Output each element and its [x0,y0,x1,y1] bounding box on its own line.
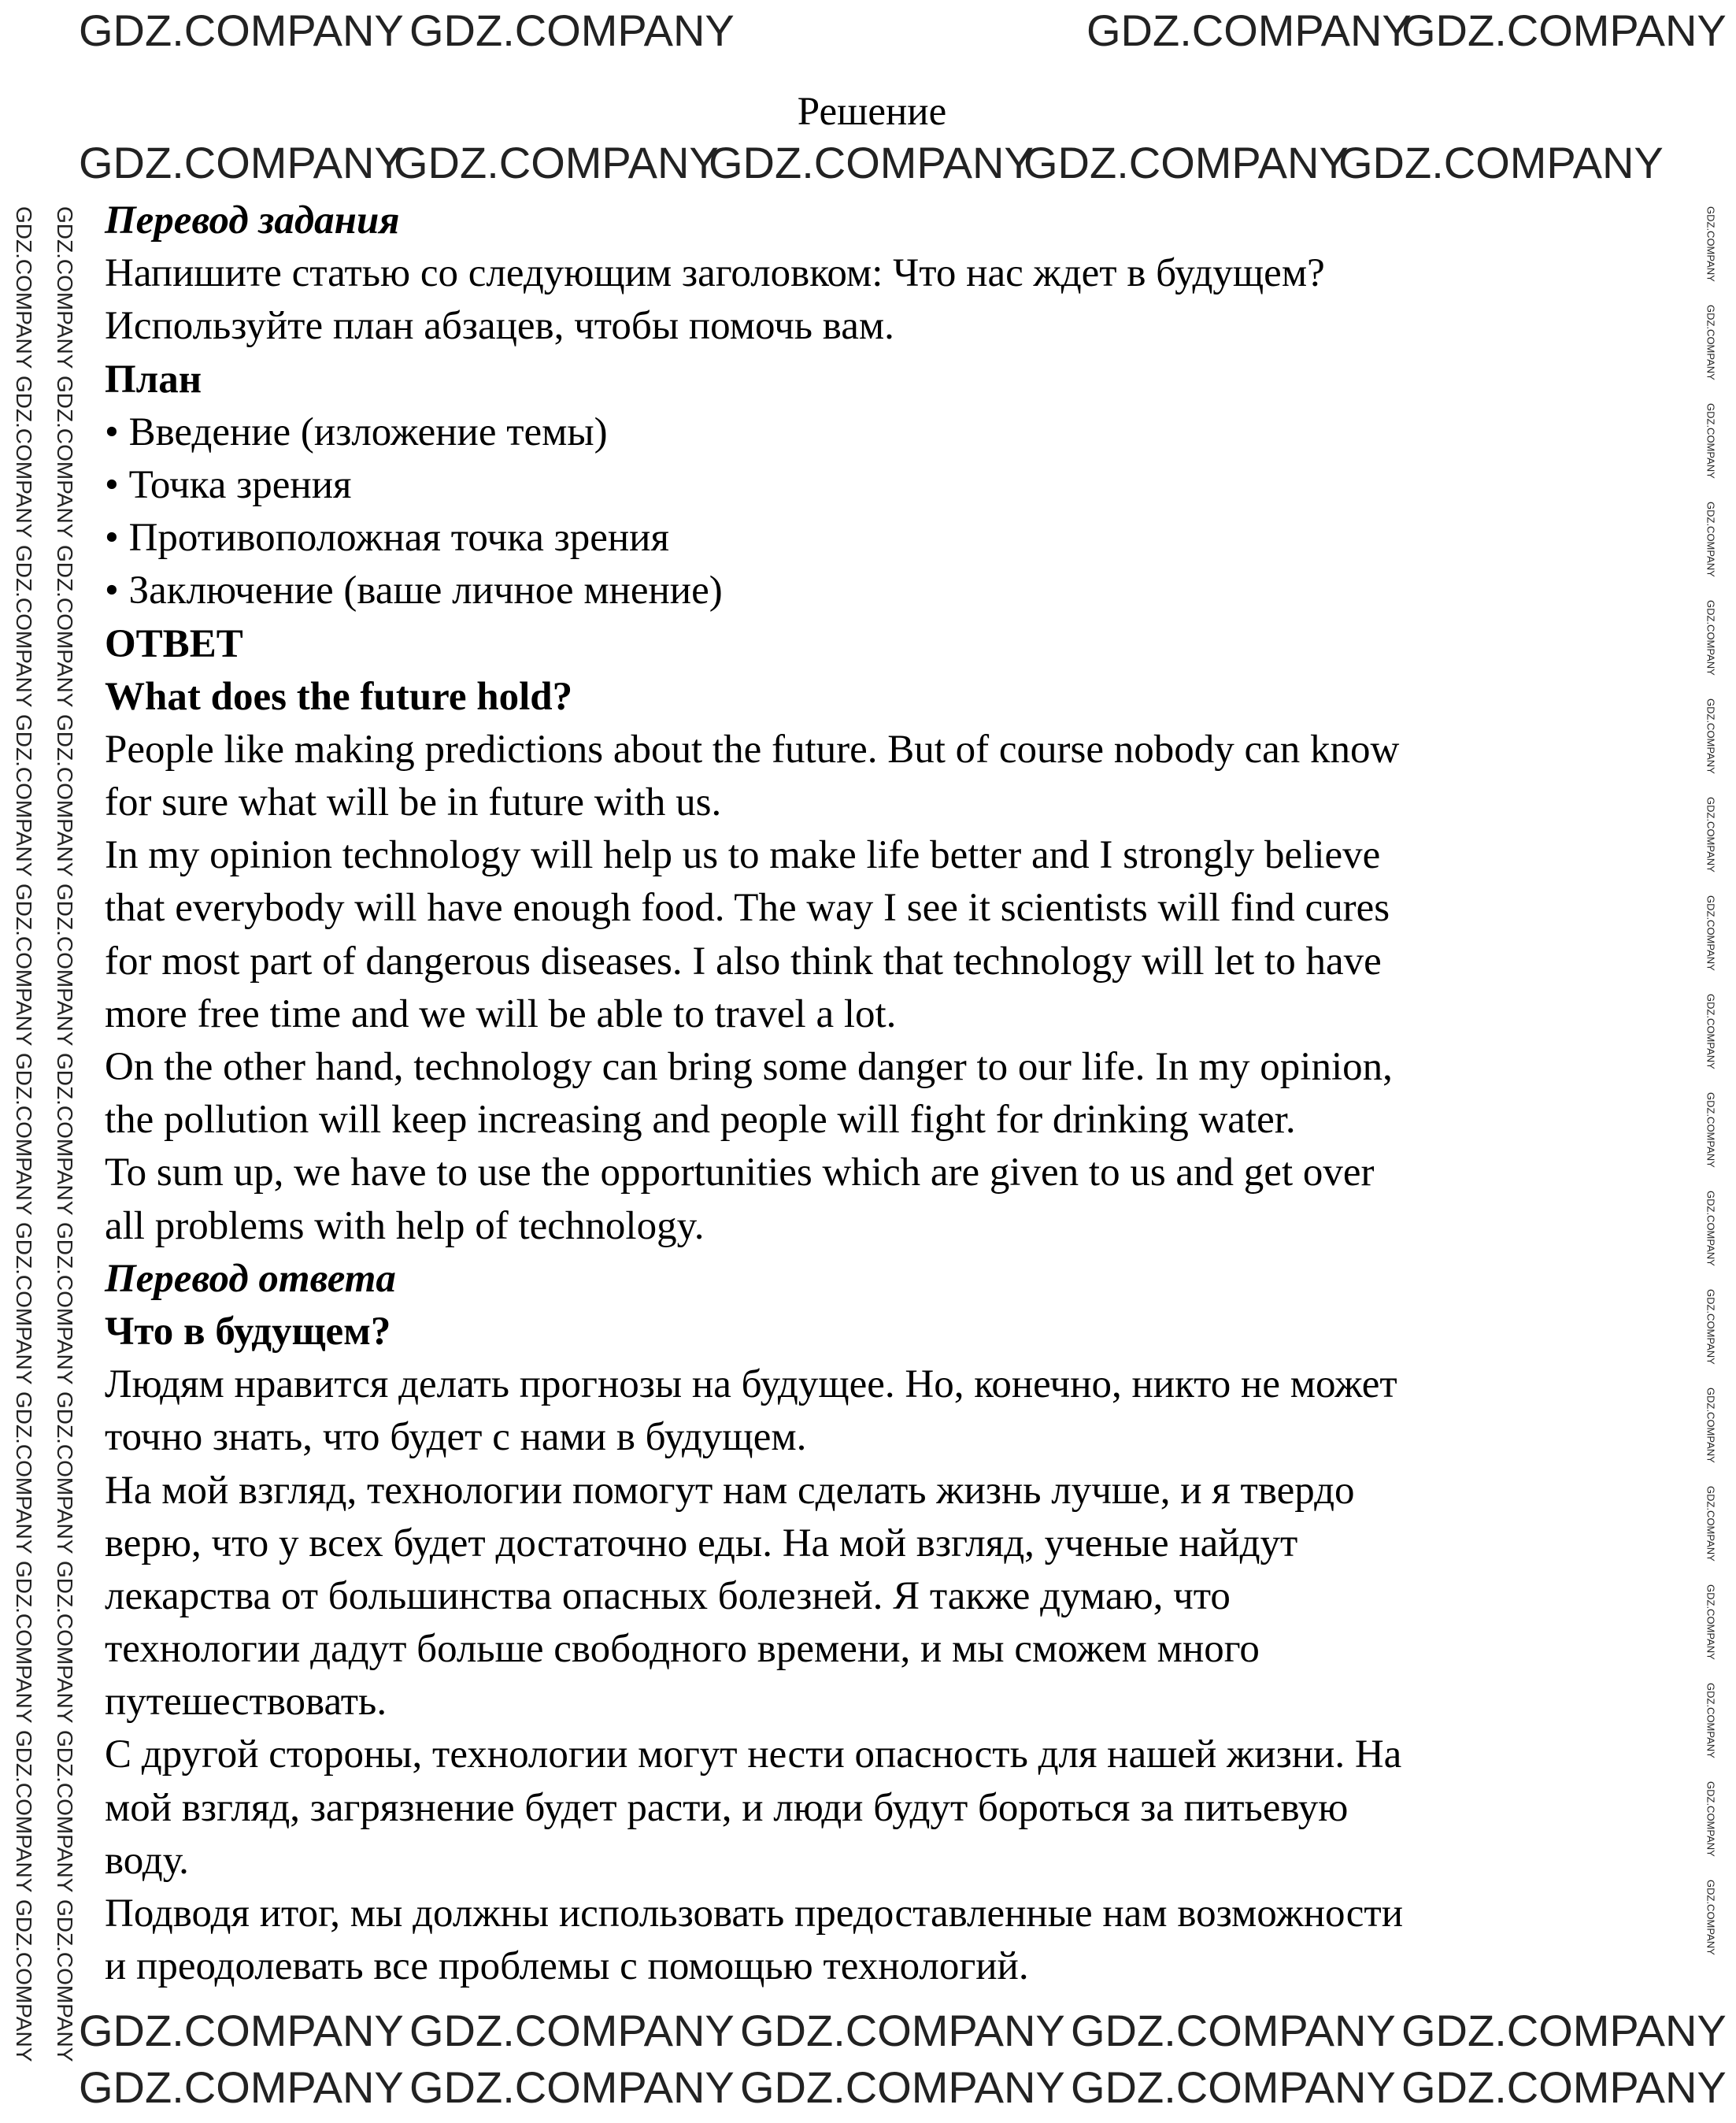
watermark: GDZ.COMPANY [409,2006,735,2055]
text-line: • Заключение (ваше личное мнение) [105,569,723,613]
watermark: GDZ.COMPANY [1401,6,1727,55]
watermark: GDZ.COMPANY [1338,138,1664,187]
text-line: На мой взгляд, технологии помогут нам сделать жизнь лучше, и я твердо [105,1468,1355,1513]
watermark: GDZ.COMPANY [1705,1486,1717,1562]
text-line: Людям нравится делать прогнозы на будущее. Но, конечно, никто не может [105,1362,1397,1407]
heading: Перевод задания [105,198,400,243]
watermark: GDZ.COMPANY [79,6,404,55]
watermark: GDZ.COMPANY [11,1053,36,1216]
text-line: the pollution will keep increasing and people will fight for drinking water. [105,1098,1296,1143]
text-line: for most part of dangerous diseases. I also think that technology will let to have [105,939,1382,984]
watermark: GDZ.COMPANY [11,714,36,877]
watermark: GDZ.COMPANY [1023,138,1349,187]
watermark: GDZ.COMPANY [1705,994,1717,1069]
heading: Что в будущем? [105,1309,391,1354]
watermark: GDZ.COMPANY [1401,2062,1727,2112]
watermark: GDZ.COMPANY [1071,2062,1396,2112]
heading: План [105,357,202,402]
text-line: To sum up, we have to use the opportunities which are given to us and get over [105,1150,1375,1195]
text-line: лекарства от большинства опасных болезней. Я также думаю, что [105,1573,1231,1618]
text-line: верю, что у всех будет достаточно еды. На мой взгляд, ученые найдут [105,1521,1298,1565]
watermark: GDZ.COMPANY [52,545,77,708]
watermark: GDZ.COMPANY [52,1222,77,1385]
document-body [105,195,1403,1993]
watermark: GDZ.COMPANY [1705,305,1717,380]
watermark: GDZ.COMPANY [409,2062,735,2112]
text-line: • Введение (изложение темы) [105,409,608,454]
text-line: all problems with help of technology. [105,1203,705,1248]
watermark: GDZ.COMPANY [79,2062,404,2112]
watermark: GDZ.COMPANY [11,1730,36,1893]
watermark: GDZ.COMPANY [740,2006,1065,2055]
watermark: GDZ.COMPANY [1705,1781,1717,1857]
text-line: путешествовать. [105,1680,387,1725]
watermark: GDZ.COMPANY [11,884,36,1047]
watermark: GDZ.COMPANY [1071,2006,1396,2055]
text-line: On the other hand, technology can bring some danger to our life. In my opinion, [105,1045,1393,1089]
page-title: Решение [797,90,947,134]
text-line: People like making predictions about the future. But of course nobody can know [105,727,1400,772]
text-line: технологии дадут больше свободного времени, и мы сможем много [105,1627,1260,1672]
watermark: GDZ.COMPANY [79,138,404,187]
watermark: GDZ.COMPANY [52,206,77,369]
watermark: GDZ.COMPANY [11,545,36,708]
watermark: GDZ.COMPANY [394,138,719,187]
watermark: GDZ.COMPANY [1705,1683,1717,1758]
text-line: more free time and we will be able to travel a lot. [105,991,897,1036]
watermark: GDZ.COMPANY [1705,502,1717,577]
text-line: Используйте план абзацев, чтобы помочь вам. [105,304,894,349]
text-line: воду. [105,1838,189,1883]
watermark: GDZ.COMPANY [1705,895,1717,971]
watermark: GDZ.COMPANY [709,138,1034,187]
watermark: GDZ.COMPANY [1705,600,1717,676]
watermark: GDZ.COMPANY [1705,206,1717,282]
watermark: GDZ.COMPANY [740,2062,1065,2112]
watermark: GDZ.COMPANY [52,376,77,539]
heading: ОТВЕТ [105,621,243,666]
watermark: GDZ.COMPANY [52,1391,77,1554]
watermark: GDZ.COMPANY [52,1053,77,1216]
watermark: GDZ.COMPANY [1705,403,1717,479]
watermark: GDZ.COMPANY [79,2006,404,2055]
watermark: GDZ.COMPANY [1705,1584,1717,1660]
watermark: GDZ.COMPANY [1705,698,1717,774]
text-line: for sure what will be in future with us. [105,780,722,825]
watermark: GDZ.COMPANY [52,884,77,1047]
watermark: GDZ.COMPANY [11,1391,36,1554]
watermark: GDZ.COMPANY [1705,1880,1717,1955]
text-line: In my opinion technology will help us to make life better and I strongly believe [105,833,1381,878]
watermark: GDZ.COMPANY [11,1222,36,1385]
watermark: GDZ.COMPANY [11,1561,36,1724]
text-line: и преодолевать все проблемы с помощью технологий. [105,1944,1029,1989]
watermark: GDZ.COMPANY [409,6,735,55]
watermark: GDZ.COMPANY [52,1730,77,1893]
watermark: GDZ.COMPANY [52,1561,77,1724]
watermark: GDZ.COMPANY [1705,797,1717,873]
text-line: точно знать, что будет с нами в будущем. [105,1415,807,1460]
text-line: that everybody will have enough food. The way I see it scientists will find cures [105,886,1390,931]
watermark: GDZ.COMPANY [1705,1092,1717,1168]
watermark: GDZ.COMPANY [1086,6,1412,55]
watermark: GDZ.COMPANY [1705,1388,1717,1463]
text-line: • Точка зрения [105,462,352,507]
heading: What does the future hold? [105,674,573,719]
watermark: GDZ.COMPANY [1401,2006,1727,2055]
watermark: GDZ.COMPANY [52,714,77,877]
watermark: GDZ.COMPANY [1705,1289,1717,1365]
text-line: • Противоположная точка зрения [105,516,669,561]
text-line: мой взгляд, загрязнение будет расти, и люди будут бороться за питьевую [105,1785,1349,1830]
watermark: GDZ.COMPANY [1705,1191,1717,1266]
text-line: Напишите статью со следующим заголовком: Что нас ждет в будущем? [105,251,1325,296]
watermark: GDZ.COMPANY [11,376,36,539]
watermark: GDZ.COMPANY [11,1899,36,2062]
text-line: С другой стороны, технологии могут нести опасность для нашей жизни. На [105,1732,1402,1777]
watermark: GDZ.COMPANY [11,206,36,369]
text-line: Подводя итог, мы должны использовать предоставленные нам возможности [105,1891,1404,1936]
watermark: GDZ.COMPANY [52,1899,77,2062]
heading: Перевод ответа [105,1256,396,1301]
